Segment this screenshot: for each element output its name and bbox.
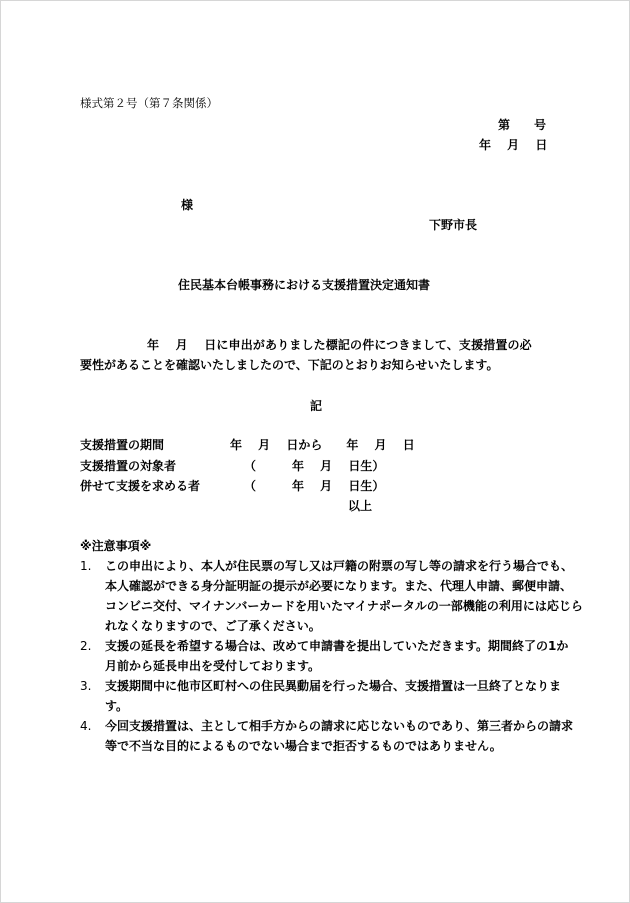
note-1-line-1: この申出により、本人が住民票の写し又は戸籍の附票の写し等の請求を行う場合でも、 [105, 559, 574, 573]
note-2-number: 2. [80, 639, 92, 653]
addressee-honorific: 様 [181, 198, 194, 212]
note-1-line-2: 本人確認ができる身分証明証の提示が必要になります。また、代理人申請、郵便申請、 [105, 579, 573, 593]
note-1-line-3: コンビニ交付、マイナンバーカードを用いたマイナポータルの一部機能の利用には応じら [105, 599, 583, 613]
note-1-number: 1. [80, 559, 92, 573]
note-3-line-2: す。 [105, 699, 129, 713]
document-number: 第 号 [498, 118, 547, 132]
form-label: 様式第２号（第７条関係） [80, 96, 218, 110]
issuer-name: 下野市長 [429, 218, 478, 232]
target-label: 支援措置の対象者 [80, 459, 177, 473]
issue-date: 年 月 日 [479, 138, 548, 152]
note-3-line-1: 支援期間中に他市区町村への住民異動届を行った場合、支援措置は一旦終了となりま [105, 679, 562, 693]
period-label: 支援措置の期間 [80, 438, 165, 452]
target-value: （ 年 月 日生） [244, 459, 385, 473]
period-value: 年 月 日から 年 月 日 [230, 438, 415, 452]
note-1-line-4: れなくなりますので、ご了承ください。 [105, 619, 321, 633]
note-4-line-2: 等で不当な目的によるものでない場合まで拒否するものではありません。 [105, 739, 502, 753]
note-4-number: 4. [80, 719, 92, 733]
joint-value: （ 年 月 日生） [244, 479, 385, 493]
notes-heading: ※注意事項※ [80, 539, 152, 553]
document-title: 住民基本台帳事務における支援措置決定通知書 [178, 278, 431, 292]
ki-marker: 記 [310, 399, 323, 413]
joint-label: 併せて支援を求める者 [80, 479, 201, 493]
note-4-line-1: 今回支援措置は、主として相手方からの請求に応じないものであり、第三者からの請求 [105, 719, 574, 733]
note-2-line-2: 月前から延長申出を受付しております。 [105, 659, 321, 673]
body-line-2: 要性があることを確認いたしましたので、下記のとおりお知らせいたします。 [80, 358, 499, 372]
note-2-line-1: 支援の延長を希望する場合は、改めて申請書を提出していただきます。期間終了の1か [105, 639, 569, 653]
note-3-number: 3. [80, 679, 92, 693]
end-marker: 以上 [348, 499, 373, 513]
body-line-1: 年 月 日に申出がありました標記の件につきまして、支援措置の必 [147, 338, 532, 352]
